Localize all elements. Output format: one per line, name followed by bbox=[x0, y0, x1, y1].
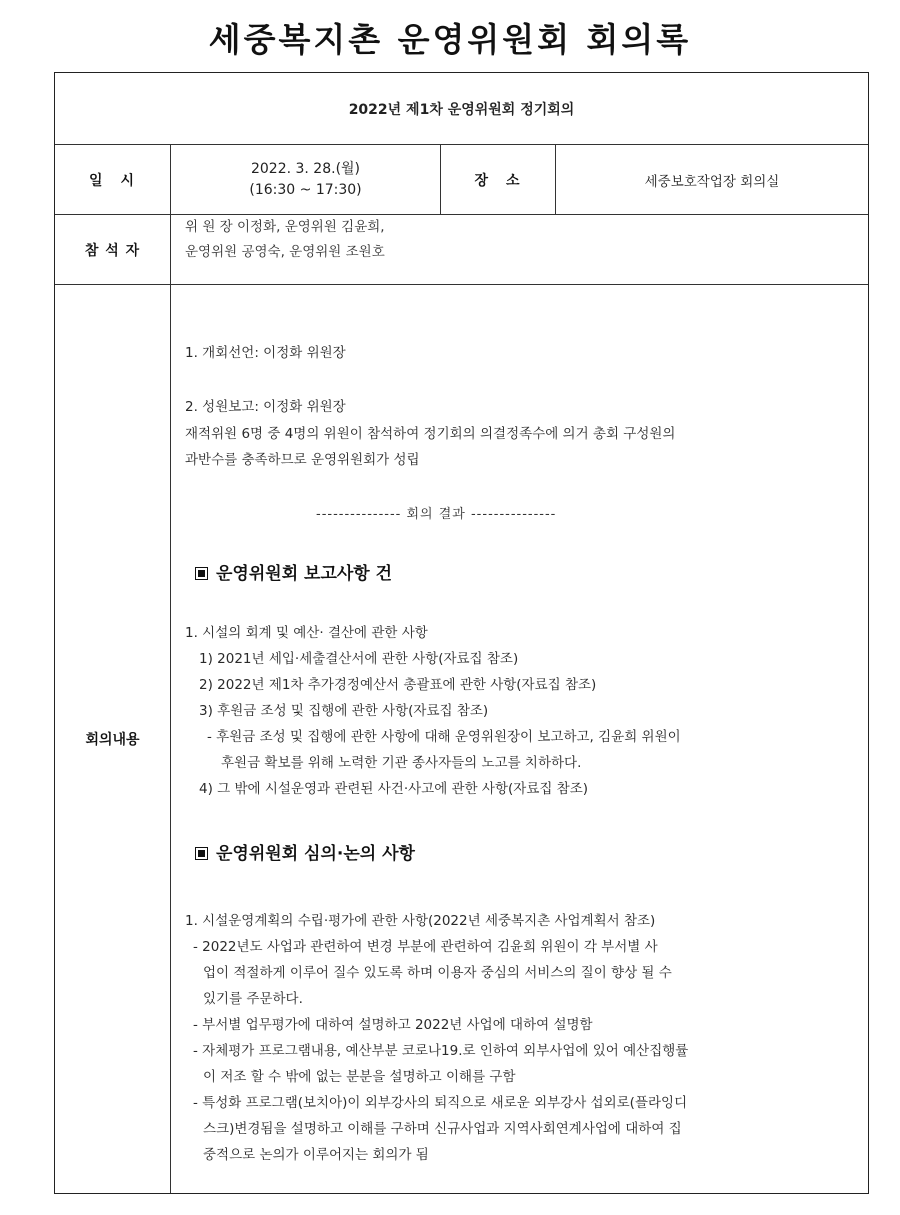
place-value: 세중보호작업장 회의실 bbox=[644, 173, 780, 190]
attendees-line: 위 원 장 이정화, 운영위원 김윤희, bbox=[185, 219, 385, 235]
datetime-label: 일 시 bbox=[88, 172, 137, 189]
filled-square-icon bbox=[195, 567, 208, 580]
minutes-table bbox=[54, 72, 869, 1194]
quorum-text: 재적위원 6명 중 4명의 위원이 참석하여 정기회의 의결정족수에 의거 총회 구성원의 bbox=[185, 426, 676, 442]
deliberation-item: 이 저조 할 수 밖에 없는 분분을 설명하고 이해를 구함 bbox=[203, 1069, 516, 1085]
attendees-label: 참 석 자 bbox=[84, 242, 141, 259]
deliberation-item: - 2022년도 사업과 관련하여 변경 부분에 관련하여 김윤희 위원이 각 부서별 사 bbox=[193, 939, 658, 955]
quorum-text: 과반수를 충족하므로 운영위원회가 성립 bbox=[185, 452, 420, 468]
datetime-value bbox=[170, 145, 440, 214]
section-report-title: 운영위원회 보고사항 건 bbox=[195, 559, 392, 584]
deliberation-item: - 부서별 업무평가에 대하여 설명하고 2022년 사업에 대하여 설명함 bbox=[193, 1017, 593, 1033]
attendees-list bbox=[170, 215, 868, 284]
content-label: 회의내용 bbox=[85, 732, 140, 748]
section-deliberation-title: 운영위원회 심의·논의 사항 bbox=[195, 839, 415, 864]
deliberation-item: - 특성화 프로그램(보치아)이 외부강사의 퇴직으로 새로운 외부강사 섭외로(플라잉디 bbox=[193, 1095, 688, 1111]
meeting-content bbox=[170, 285, 868, 1193]
datetime-place-row bbox=[55, 145, 868, 215]
report-item: 1) 2021년 세입·세출결산서에 관한 사항(자료집 참조) bbox=[199, 651, 519, 667]
deliberation-item: 스크)변경됨을 설명하고 이해를 구하며 신규사업과 지역사회연계사업에 대하여 집 bbox=[203, 1121, 682, 1137]
report-item: 후원금 확보를 위해 노력한 기관 종사자들의 노고를 치하하다. bbox=[221, 755, 582, 771]
meeting-name: 2022년 제1차 운영위원회 정기회의 bbox=[348, 101, 575, 118]
meeting-time: (16:30 ~ 17:30) bbox=[249, 181, 362, 198]
deliberation-item: 있기를 주문하다. bbox=[203, 991, 303, 1007]
deliberation-item: 중적으로 논의가 이루어지는 회의가 됨 bbox=[203, 1147, 429, 1163]
deliberation-item: 업이 적절하게 이루어 질수 있도록 하며 이용자 중심의 서비스의 질이 향상 될 수 bbox=[203, 965, 672, 981]
result-divider: --------------- 회의 결과 --------------- bbox=[316, 507, 557, 522]
content-row bbox=[55, 285, 868, 1193]
quorum-title: 2. 성원보고: 이정화 위원장 bbox=[185, 399, 346, 415]
deliberation-item: 1. 시설운영계획의 수립·평가에 관한 사항(2022년 세중복지촌 사업계획서 참조) bbox=[185, 913, 656, 929]
deliberation-item: - 자체평가 프로그램내용, 예산부분 코로나19.로 인하여 외부사업에 있어 예산집행률 bbox=[193, 1043, 689, 1059]
report-item: 2) 2022년 제1차 추가경정예산서 총괄표에 관한 사항(자료집 참조) bbox=[199, 677, 597, 693]
place-label: 장 소 bbox=[474, 172, 522, 189]
report-item: 3) 후원금 조성 및 집행에 관한 사항(자료집 참조) bbox=[199, 703, 489, 719]
attendees-line: 운영위원 공영숙, 운영위원 조원호 bbox=[185, 244, 385, 260]
opening-item: 1. 개회선언: 이정화 위원장 bbox=[185, 345, 346, 361]
document-title: 세중복지촌 운영위원회 회의록 bbox=[208, 20, 692, 59]
report-item: - 후원금 조성 및 집행에 관한 사항에 대해 운영위원장이 보고하고, 김윤희 위원이 bbox=[207, 729, 681, 745]
filled-square-icon bbox=[195, 847, 208, 860]
report-item: 1. 시설의 회계 및 예산· 결산에 관한 사항 bbox=[185, 625, 428, 641]
meeting-name-row bbox=[55, 73, 868, 145]
attendees-row bbox=[55, 215, 868, 285]
report-item: 4) 그 밖에 시설운영과 관련된 사건·사고에 관한 사항(자료집 참조) bbox=[199, 781, 589, 797]
meeting-date: 2022. 3. 28.(월) bbox=[250, 160, 361, 177]
